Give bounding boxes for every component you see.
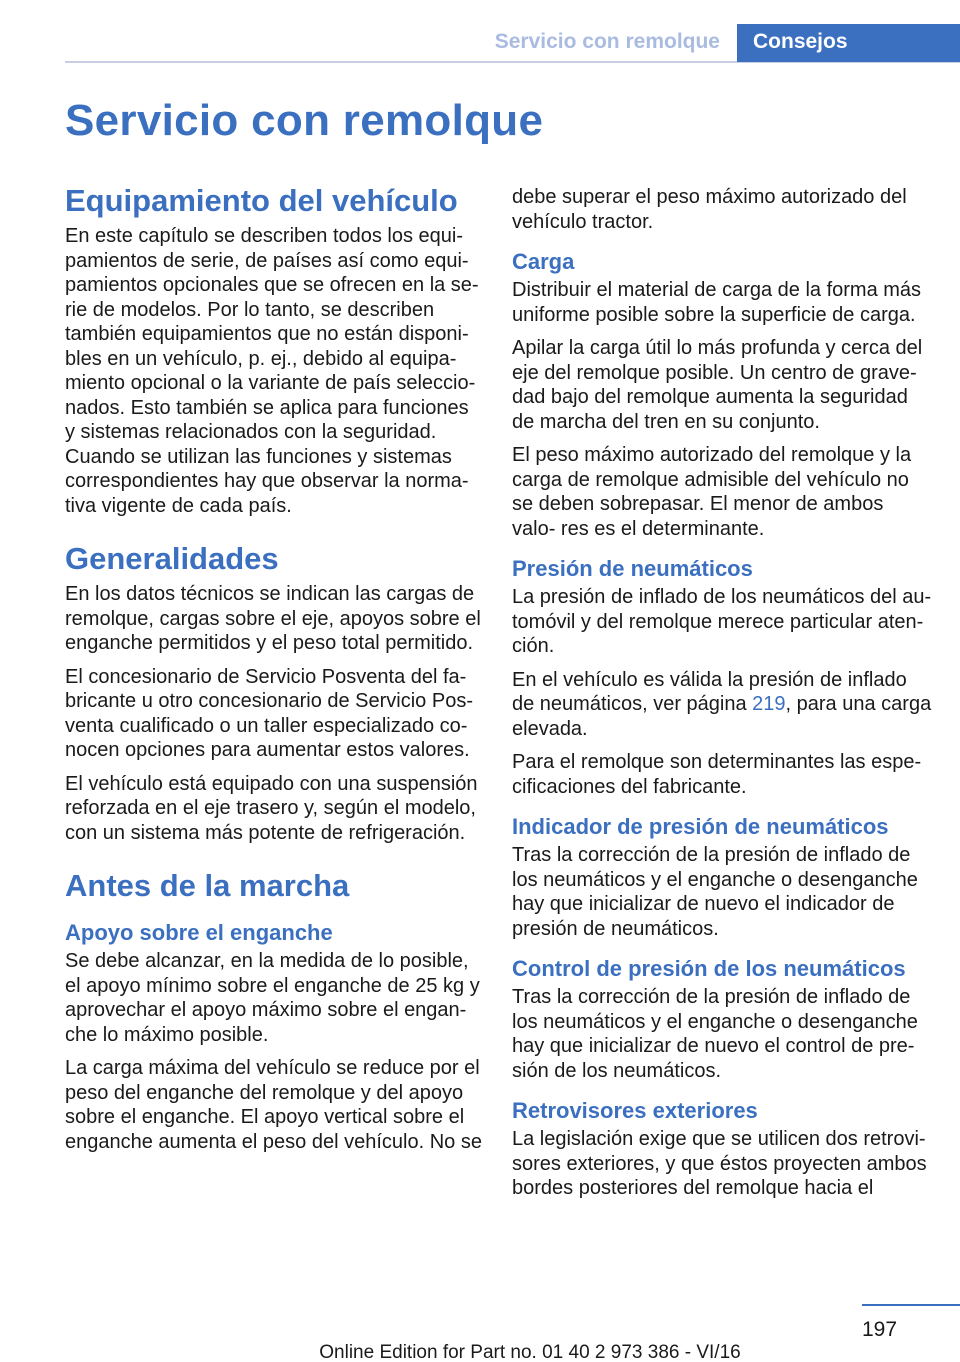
page-title: Servicio con remolque [65, 96, 544, 145]
page-reference-link[interactable]: 219 [752, 693, 786, 715]
paragraph-presion-3: Para el remolque son determinantes las espe- cificaciones del fabricante. [512, 751, 922, 798]
paragraph-generalidades-1: En los datos técnicos se indican las cargas de remolque, cargas sobre el eje, apoyos sobre el enganche permitidos y el peso total permitido. [65, 583, 481, 654]
subheading-apoyo-enganche: Apoyo sobre el enganche [65, 920, 333, 945]
paragraph-equipamiento: En este capítulo se describen todos los equi- pamientos de serie, de países así como equi- pamientos opcionales que se ofrecen en la se- rie de modelos. Por lo tanto, se describen también equipamientos que no están disponi- bles en un vehículo, p. ej., debido al equipa- miento opcional o la variante de país seleccio- nados. Esto también se aplica para funciones y sistemas relacionados con la seguridad. Cuando se utilizan las funciones y sistemas correspondientes hay que observar la norma- tiva vigente de cada país. [65, 225, 479, 517]
paragraph-indicador: Tras la corrección de la presión de inflado de los neumáticos y el enganche o desenganche hay que inicializar de nuevo el indicador de presión de neumáticos. [512, 844, 918, 940]
heading-antes-marcha: Antes de la marcha [65, 868, 350, 903]
paragraph-apoyo-2: La carga máxima del vehículo se reduce por el peso del enganche del remolque y del apoyo sobre el enganche. El apoyo vertical sobre el enganche aumenta el peso del vehículo. No se [65, 1057, 482, 1153]
paragraph-apoyo-1: Se debe alcanzar, en la medida de lo posible, el apoyo mínimo sobre el enganche de 25 kg y aprovechar el apoyo máximo sobre el engan- che lo máximo posible. [65, 950, 480, 1046]
edition-footer: Online Edition for Part no. 01 40 2 973 386 - VI/16 [319, 1342, 741, 1362]
subheading-indicador-presion: Indicador de presión de neumáticos [512, 814, 889, 839]
header-chapter-tab: Consejos [737, 24, 960, 62]
heading-generalidades: Generalidades [65, 541, 279, 576]
paragraph-continuation: debe superar el peso máximo autorizado del vehículo tractor. [512, 186, 907, 233]
right-column [512, 185, 932, 1210]
subheading-carga: Carga [512, 249, 575, 274]
paragraph-carga-2: Apilar la carga útil lo más profunda y cerca del eje del remolque posible. Un centro de grave- dad bajo del remolque aumenta la seguridad de marcha del tren en su conjunto. [512, 337, 923, 433]
paragraph-retrovisores: La legislación exige que se utilicen dos retrovi- sores exteriores, y que éstos proyecten ambos bordes posteriores del remolque hacia el [512, 1128, 927, 1199]
header-section-label: Servicio con remolque [494, 30, 720, 53]
subheading-presion-neumaticos: Presión de neumáticos [512, 556, 753, 581]
paragraph-presion-2-tail: , para una carga elevada. [512, 693, 932, 740]
heading-equipamiento: Equipamiento del vehículo [65, 183, 458, 218]
left-column [65, 182, 483, 1163]
footer-rule [862, 1304, 960, 1306]
paragraph-carga-1: Distribuir el material de carga de la forma más uniforme posible sobre la superficie de carga. [512, 279, 922, 326]
subheading-retrovisores: Retrovisores exteriores [512, 1098, 758, 1123]
paragraph-presion-2 [512, 668, 932, 742]
paragraph-presion-1: La presión de inflado de los neumáticos del au- tomóvil y del remolque merece particular aten- ción. [512, 586, 932, 657]
paragraph-control: Tras la corrección de la presión de inflado de los neumáticos y el enganche o desenganche hay que inicializar de nuevo el control de pre- sión de los neumáticos. [512, 986, 918, 1082]
paragraph-carga-3: El peso máximo autorizado del remolque y la carga de remolque admisible del vehículo no se deben sobrepasar. El menor de ambos valo- res es el determinante. [512, 444, 912, 540]
page-number: 197 [862, 1318, 898, 1341]
paragraph-presion-2-text: En el vehículo es válida la presión de inflado de neumáticos, ver página [512, 668, 907, 715]
paragraph-generalidades-2: El concesionario de Servicio Posventa del fa- bricante u otro concesionario de Servicio Pos- venta cualificado o un taller especializado co- nocen opciones para aumentar estos valores. [65, 665, 473, 761]
subheading-control-presion: Control de presión de los neumáticos [512, 956, 906, 981]
paragraph-generalidades-3: El vehículo está equipado con una suspensión reforzada en el eje trasero y, según el modelo, con un sistema más potente de refrigeración. [65, 772, 478, 844]
